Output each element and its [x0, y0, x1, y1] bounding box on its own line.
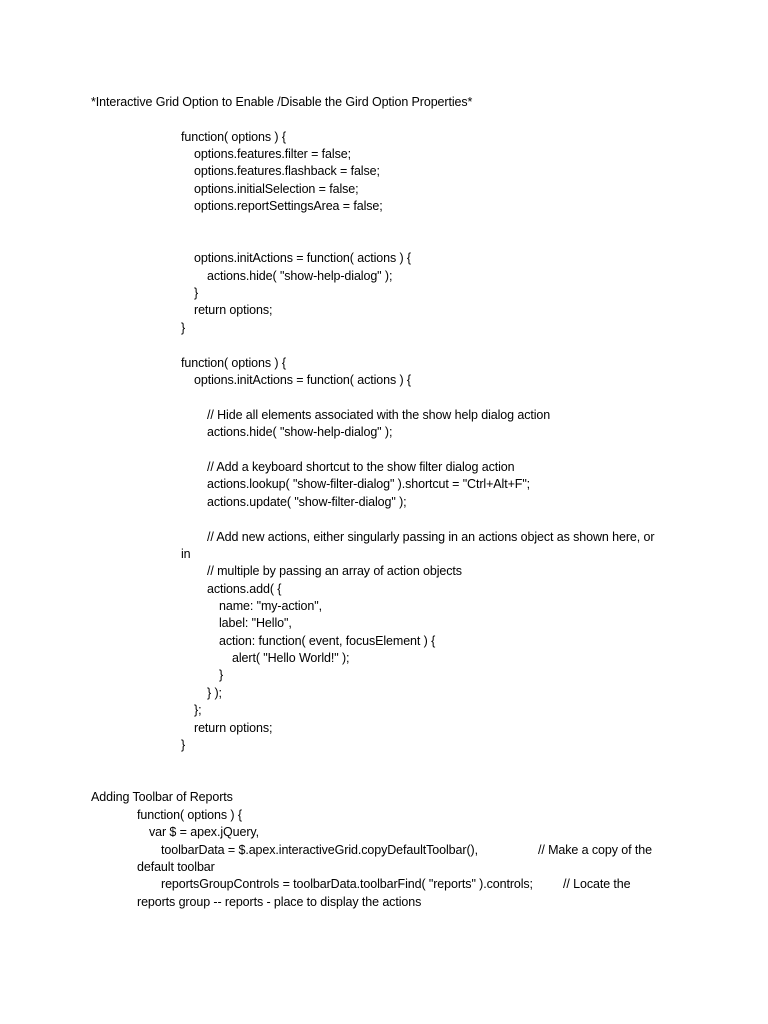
code-line: }: [181, 321, 186, 335]
code-line: toolbarData = $.apex.interactiveGrid.copyDefaultToolbar(),: [161, 843, 478, 857]
code-line: options.initialSelection = false;: [194, 182, 359, 196]
code-line: reportsGroupControls = toolbarData.toolbarFind( "reports" ).controls;: [161, 877, 533, 891]
code-line: }: [194, 286, 199, 300]
code-line: }: [219, 668, 224, 682]
code-line: }: [181, 738, 186, 752]
code-comment: reports group -- reports - place to display the actions: [137, 895, 422, 909]
code-line: options.initActions = function( actions ) {: [194, 251, 412, 265]
code-comment: // Make a copy of the: [538, 843, 652, 857]
code-comment: in: [181, 547, 191, 561]
code-line: actions.add( {: [207, 582, 282, 596]
code-line: action: function( event, focusElement ) {: [219, 634, 436, 648]
code-line: alert( "Hello World!" );: [232, 651, 350, 665]
document-heading: *Interactive Grid Option to Enable /Disable the Gird Option Properties*: [91, 95, 473, 109]
code-line: name: "my-action",: [219, 599, 322, 613]
code-line: function( options ) {: [181, 356, 286, 370]
code-line: return options;: [194, 721, 273, 735]
code-comment: // multiple by passing an array of action objects: [207, 564, 462, 578]
code-line: actions.hide( "show-help-dialog" );: [207, 425, 393, 439]
code-comment: // Hide all elements associated with the show help dialog action: [207, 408, 551, 422]
code-line: actions.lookup( "show-filter-dialog" ).shortcut = "Ctrl+Alt+F";: [207, 477, 531, 491]
code-comment: // Locate the: [563, 877, 631, 891]
code-line: options.reportSettingsArea = false;: [194, 199, 383, 213]
code-line: function( options ) {: [181, 130, 286, 144]
code-comment: // Add a keyboard shortcut to the show filter dialog action: [207, 460, 515, 474]
code-comment: default toolbar: [137, 860, 215, 874]
section-title: Adding Toolbar of Reports: [91, 790, 233, 804]
code-line: options.features.flashback = false;: [194, 164, 380, 178]
code-line: return options;: [194, 303, 273, 317]
code-line: options.initActions = function( actions ) {: [194, 373, 412, 387]
code-line: label: "Hello",: [219, 616, 292, 630]
code-line: };: [194, 703, 202, 717]
code-line: function( options ) {: [137, 808, 242, 822]
code-line: var $ = apex.jQuery,: [149, 825, 259, 839]
code-line: options.features.filter = false;: [194, 147, 351, 161]
code-comment: // Add new actions, either singularly passing in an actions object as shown here, or: [207, 530, 655, 544]
code-line: actions.hide( "show-help-dialog" );: [207, 269, 393, 283]
code-line: actions.update( "show-filter-dialog" );: [207, 495, 407, 509]
code-line: } );: [207, 686, 222, 700]
